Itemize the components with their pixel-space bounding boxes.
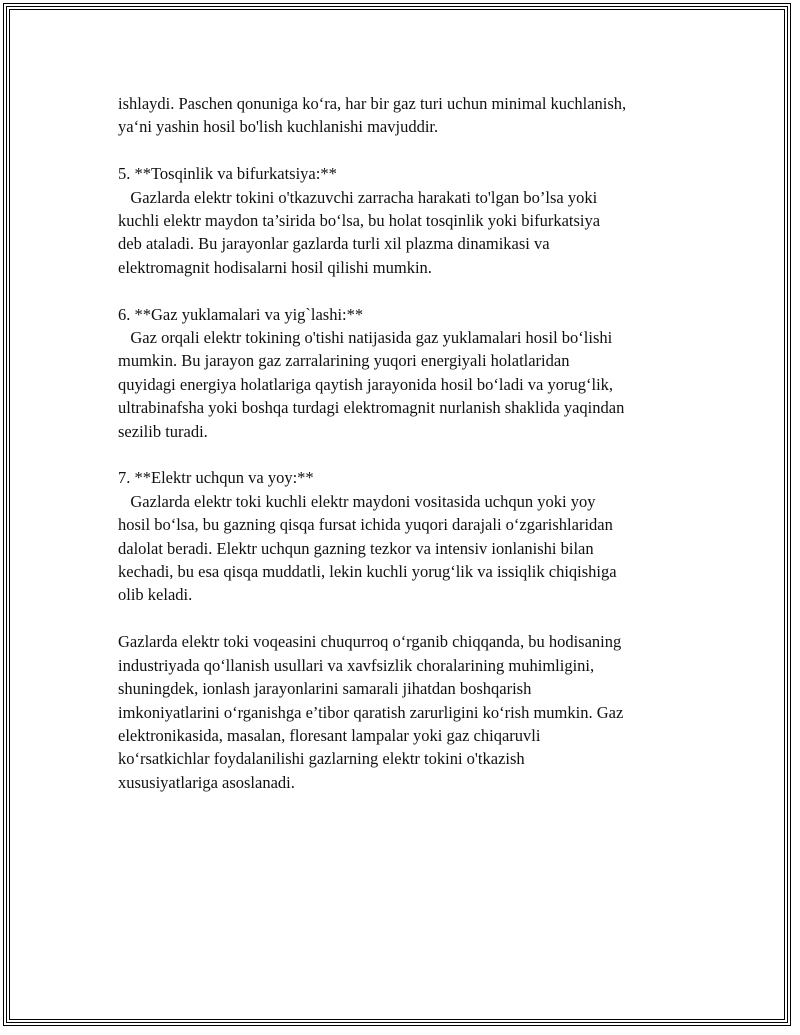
text-line: dalolat beradi. Elektr uchqun gazning tezkor va intensiv ionlanishi bilan <box>118 538 594 558</box>
text-line: hosil bo‘lsa, bu gazning qisqa fursat ichida yuqori darajali o‘zgarishlaridan <box>118 515 613 535</box>
section-heading: 7. **Elektr uchqun va yoy:** <box>118 468 314 488</box>
text-line: industriyada qo‘llanish usullari va xavfsizlik choralarining muhimligini, <box>118 655 595 675</box>
text-line: Gazlarda elektr toki voqeasini chuqurroq o‘rganib chiqqanda, bu hodisaning <box>118 632 622 652</box>
text-line: ya‘ni yashin hosil bo'lish kuchlanishi mavjuddir. <box>118 117 439 137</box>
text-line: Gazlarda elektr tokini o'tkazuvchi zarracha harakati to'lgan bo’lsa yoki <box>118 187 598 207</box>
text-line: xususiyatlariga asoslanadi. <box>118 772 295 792</box>
section-5 <box>118 162 698 279</box>
text-line: ko‘rsatkichlar foydalanilishi gazlarning elektr tokini o'tkazish <box>118 749 525 769</box>
text-line: ultrabinafsha yoki boshqa turdagi elektromagnit nurlanish shaklida yaqindan <box>118 398 625 418</box>
text-line: ishlaydi. Paschen qonuniga ko‘ra, har bir gaz turi uchun minimal kuchlanish, <box>118 94 627 113</box>
text-line: quyidagi energiya holatlariga qaytish jarayonida hosil bo‘ladi va yorug‘lik, <box>118 374 614 394</box>
intro-paragraph <box>118 92 698 139</box>
text-line: imkoniyatlarini o‘rganishga e’tibor qaratish zarurligini ko‘rish mumkin. Gaz <box>118 702 624 722</box>
closing-paragraph <box>118 630 698 794</box>
text-line: kechadi, bu esa qisqa muddatli, lekin kuchli yorug‘lik va issiqlik chiqishiga <box>118 562 617 582</box>
section-heading: 5. **Tosqinlik va bifurkatsiya:** <box>118 164 337 184</box>
text-line: olib keladi. <box>118 585 193 605</box>
text-line: elektromagnit hodisalarni hosil qilishi mumkin. <box>118 257 432 277</box>
document-body <box>118 92 698 794</box>
text-line: deb ataladi. Bu jarayonlar gazlarda turli xil plazma dinamikasi va <box>118 234 550 254</box>
text-line: Gazlarda elektr toki kuchli elektr maydoni vositasida uchqun yoki yoy <box>118 491 596 511</box>
text-line: shuningdek, ionlash jarayonlarini samarali jihatdan boshqarish <box>118 679 532 699</box>
text-line: elektronikasida, masalan, floresant lampalar yoki gaz chiqaruvli <box>118 725 541 745</box>
paragraph-gap <box>118 139 698 162</box>
paragraph-gap <box>118 443 698 466</box>
section-heading: 6. **Gaz yuklamalari va yig`lashi:** <box>118 304 364 324</box>
section-7 <box>118 466 698 606</box>
section-6 <box>118 303 698 443</box>
paragraph-gap <box>118 607 698 630</box>
text-line: kuchli elektr maydon ta’sirida bo‘lsa, bu holat tosqinlik yoki bifurkatsiya <box>118 211 601 231</box>
paragraph-gap <box>118 279 698 302</box>
text-line: mumkin. Bu jarayon gaz zarralarining yuqori energiyali holatlaridan <box>118 351 570 371</box>
text-line: Gaz orqali elektr tokining o'tishi natijasida gaz yuklamalari hosil bo‘lishi <box>118 328 613 348</box>
text-line: sezilib turadi. <box>118 421 208 441</box>
